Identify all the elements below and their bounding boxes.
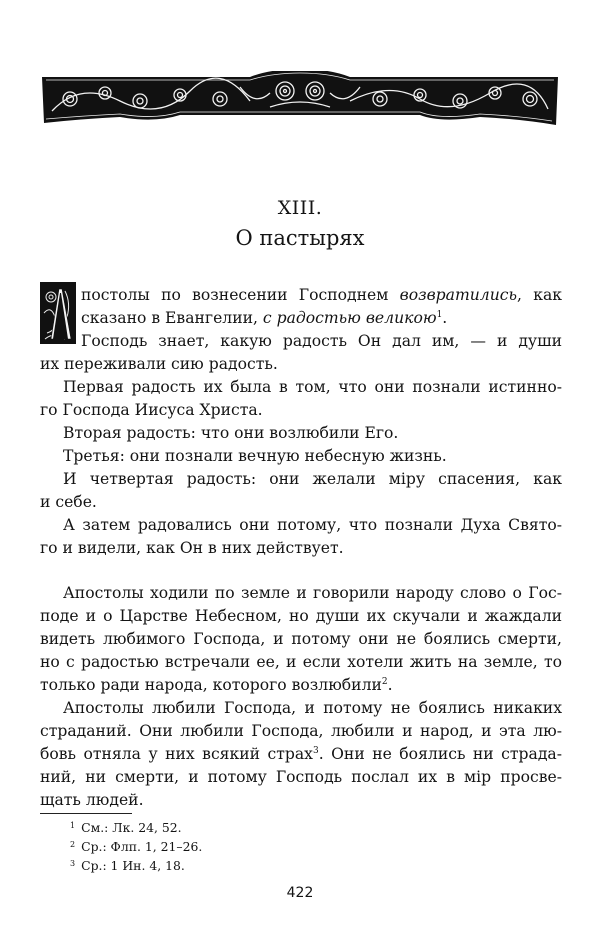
- footnote-item: $^3$ Ср.: 1 Ин. 4, 18.: [70, 858, 185, 873]
- text-line: Первая радость их была в том, что они познали истинно-: [63, 378, 562, 396]
- footnote-item: $^2$ Ср.: Флп. 1, 21–26.: [70, 839, 203, 854]
- text-line: только ради народа, которого возлюбили$^2$.: [40, 676, 393, 694]
- text-line: страданий. Они любили Господа, любили и народ, и эта лю-: [40, 722, 562, 740]
- text-line: постолы по вознесении Господнем возвратились, как: [81, 286, 562, 304]
- text-line: сказано в Евангелии, с радостью великою$^1$.: [81, 309, 448, 327]
- chapter-title: О пастырях: [235, 226, 365, 250]
- text-line: видеть любимого Господа, и потому они не боялись смерти,: [40, 630, 562, 648]
- text-line: ний, ни смерти, и потому Господь послал их в міp просве-: [40, 768, 562, 786]
- floral-ornament-headpiece-icon: [40, 71, 560, 127]
- text-line: го Господа Иисуса Христа.: [40, 401, 263, 419]
- text-line: и себе.: [40, 493, 97, 511]
- text-line: щать людей.: [40, 791, 144, 809]
- footnote-ref[interactable]: 3: [312, 746, 319, 756]
- text-line: Апостолы ходили по земле и говорили народу слово о Гос-: [63, 584, 562, 602]
- footnote-ref[interactable]: 1: [436, 310, 443, 320]
- drop-cap-letter: [40, 282, 76, 344]
- text-line: Апостолы любили Господа, и потому не боялись никаких: [63, 699, 562, 717]
- text-line: И четвертая радость: они желали міру спасения, как: [63, 470, 562, 488]
- page-number: 422: [286, 885, 314, 901]
- text-line: Господь знает, какую радость Он дал им, — и души: [81, 332, 562, 350]
- text-line: Третья: они познали вечную небесную жизнь.: [63, 447, 447, 465]
- text-line: поде и о Царстве Небесном, но души их скучали и жаждали: [40, 607, 562, 625]
- text-line: но с радостью встречали ее, и если хотели жить на земле, то: [40, 653, 562, 671]
- footnote-item: $^1$ См.: Лк. 24, 52.: [70, 820, 182, 835]
- text-line: А затем радовались они потому, что познали Духа Свято-: [63, 516, 562, 534]
- text-line: бовь отняла у них всякий страх$^3$. Они не боялись ни страда-: [40, 745, 562, 763]
- footnote-ref[interactable]: 2: [381, 677, 388, 687]
- ornamental-letter-a-icon: [41, 283, 75, 343]
- text-line: Вторая радость: что они возлюбили Его.: [63, 424, 399, 442]
- chapter-number: XIII.: [277, 197, 323, 219]
- text-line: их переживали сию радость.: [40, 355, 278, 373]
- footnote-divider: [40, 813, 132, 814]
- text-line: го и видели, как Он в них действует.: [40, 539, 344, 557]
